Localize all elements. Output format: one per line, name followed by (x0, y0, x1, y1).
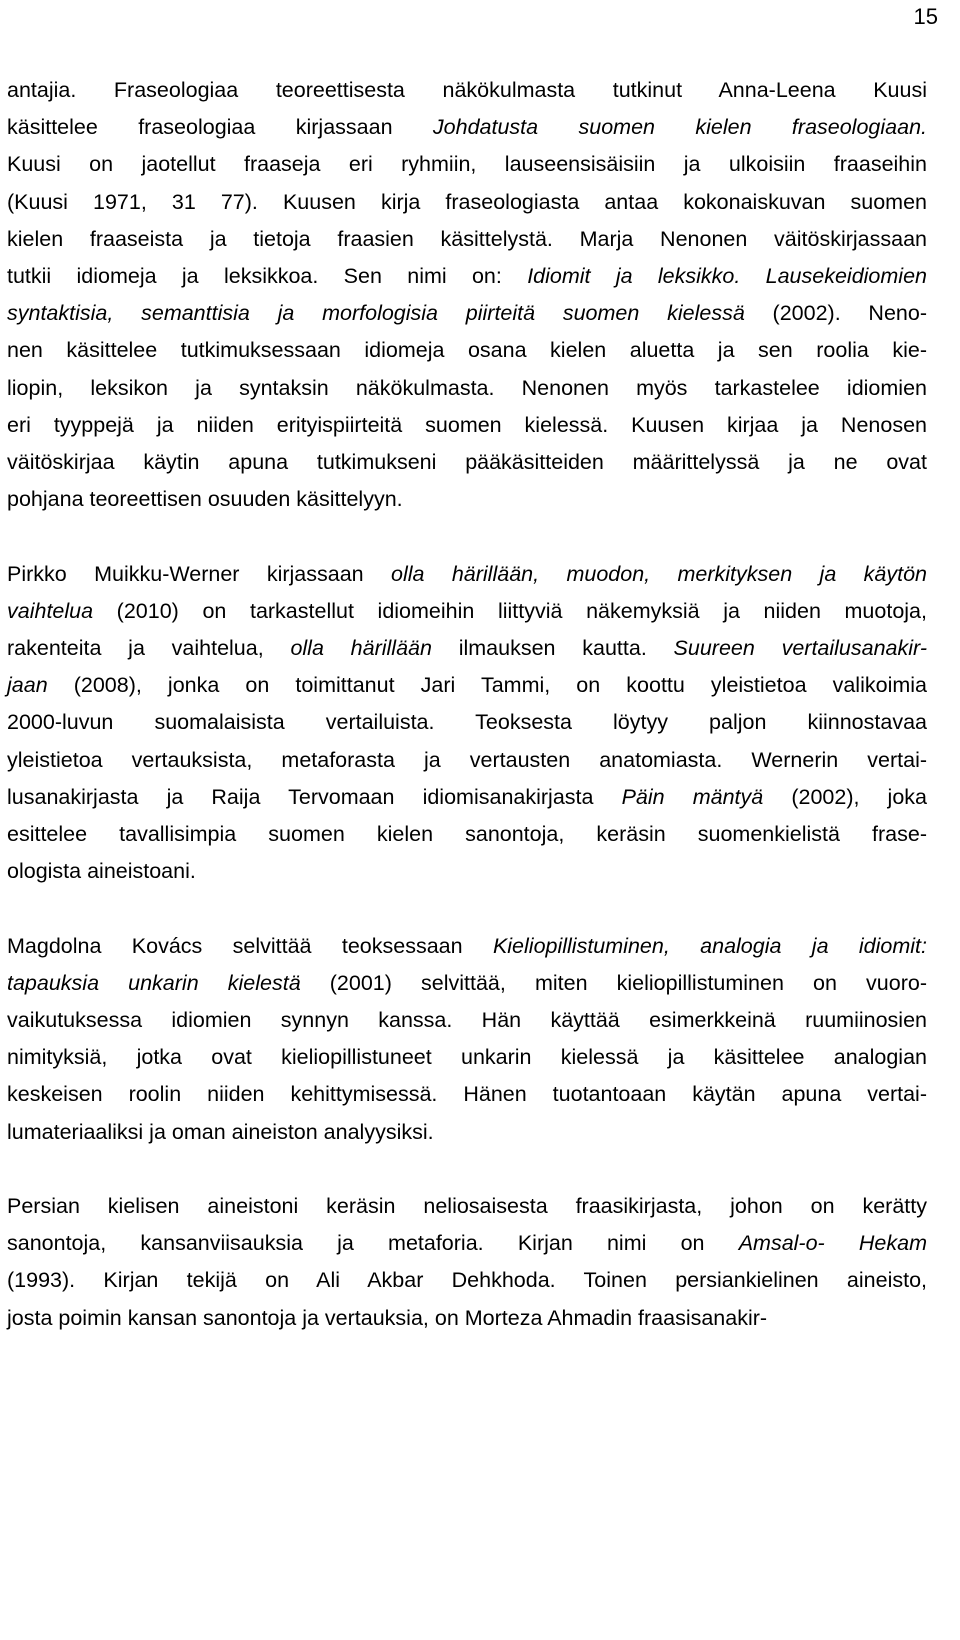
text-line (7, 370, 927, 407)
text-line (7, 965, 927, 1002)
text-line (7, 1039, 927, 1076)
text-segment: (2001) selvittää, miten kieliopillistuminen on vuoro- (300, 970, 927, 995)
text-line (7, 258, 927, 295)
paragraph (7, 928, 927, 1151)
italic-text: Johdatusta suomen kielen fraseologiaan. (432, 115, 927, 140)
text-segment: (2002), joka (763, 784, 927, 809)
text-segment: tutkii idiomeja ja leksikkoa. Sen nimi on: (7, 264, 528, 289)
italic-text: syntaktisia, semanttisia ja morfologisia piirteitä suomen kielessä (7, 301, 745, 326)
text-line (7, 481, 927, 518)
text-segment: josta poimin kansan sanontoja ja vertauksia, on Morteza Ahmadin fraasisanakir- (7, 1305, 768, 1330)
text-line (7, 72, 927, 109)
text-line (7, 295, 927, 332)
text-line (7, 444, 927, 481)
text-segment: Kuusi on jaotellut fraaseja eri ryhmiin, lauseensisäisiin ja ulkoisiin fraaseihin (7, 152, 927, 177)
text-line (7, 1076, 927, 1113)
italic-text: vaihtelua (7, 598, 94, 623)
text-segment: nimityksiä, jotka ovat kieliopillistuneet unkarin kielessä ja käsittelee analogian (7, 1045, 927, 1070)
text-line (7, 667, 927, 704)
text-line (7, 1114, 927, 1151)
text-segment: eri tyyppejä ja niiden erityispiirteitä suomen kielessä. Kuusen kirjaa ja Nenosen (7, 412, 927, 437)
text-segment: väitöskirjaa käytin apuna tutkimukseni pääkäsitteiden määrittelyssä ja ne ovat (7, 450, 927, 475)
text-line (7, 221, 927, 258)
italic-text: Idiomit ja leksikko. Lausekeidiomien (527, 264, 927, 289)
text-segment: sanontoja, kansanviisauksia ja metaforia. Kirjan nimi on (7, 1231, 739, 1256)
italic-text: tapauksia unkarin kielestä (7, 970, 301, 995)
text-segment: lumateriaaliksi ja oman aineiston analyysiksi. (7, 1119, 434, 1144)
text-line (7, 630, 927, 667)
text-line (7, 1188, 927, 1225)
paragraph (7, 556, 927, 891)
text-segment: antajia. Fraseologiaa teoreettisesta näkökulmasta tutkinut Anna-Leena Kuusi (7, 78, 927, 102)
text-line (7, 742, 927, 779)
text-line (7, 146, 927, 183)
text-line (7, 816, 927, 853)
text-line (7, 928, 927, 965)
text-line (7, 407, 927, 444)
text-segment: yleistietoa vertauksista, metaforasta ja vertausten anatomiasta. Wernerin vertai- (7, 747, 927, 772)
text-segment: keskeisen roolin niiden kehittymisessä. Hänen tuotantoaan käytän apuna vertai- (7, 1082, 927, 1107)
paragraph (7, 1188, 927, 1337)
italic-text: jaan (7, 673, 48, 698)
text-segment: Pirkko Muikku-Werner kirjassaan (7, 561, 391, 586)
text-segment: käsittelee fraseologiaa kirjassaan (7, 115, 433, 140)
text-segment: 2000-luvun suomalaisista vertailuista. Teoksesta löytyy paljon kiinnostavaa (7, 710, 927, 735)
text-segment: rakenteita ja vaihtelua, (7, 636, 291, 661)
text-segment: ologista aineistoani. (7, 859, 196, 884)
text-segment: (1993). Kirjan tekijä on Ali Akbar Dehkhoda. Toinen persiankielinen aineisto, (7, 1268, 927, 1293)
text-line (7, 1300, 927, 1337)
text-segment: (Kuusi 1971, 31 77). Kuusen kirja fraseologiasta antaa kokonaiskuvan suomen (7, 189, 927, 214)
text-segment: kielen fraaseista ja tietoja fraasien käsittelystä. Marja Nenonen väitöskirjassaan (7, 226, 927, 251)
text-segment: lusanakirjasta ja Raija Tervomaan idiomisanakirjasta (7, 784, 622, 809)
text-line (7, 556, 927, 593)
paragraph (7, 72, 927, 518)
text-line (7, 1262, 927, 1299)
text-line (7, 1002, 927, 1039)
text-segment: liopin, leksikon ja syntaksin näkökulmasta. Nenonen myös tarkastelee idiomien (7, 375, 927, 400)
text-line (7, 853, 927, 890)
italic-text: Suureen vertailusanakir- (673, 636, 927, 661)
text-segment: Persian kielisen aineistoni keräsin neliosaisesta fraasikirjasta, johon on kerätty (7, 1194, 927, 1219)
text-segment: vaikutuksessa idiomien synnyn kanssa. Hän käyttää esimerkkeinä ruumiinosien (7, 1008, 927, 1033)
italic-text: olla härillään, muodon, merkityksen ja käytön (391, 561, 927, 586)
text-line (7, 332, 927, 369)
page-number: 15 (913, 4, 938, 29)
text-segment: (2008), jonka on toimittanut Jari Tammi, on koottu yleistietoa valikoimia (47, 673, 927, 698)
text-line (7, 109, 927, 146)
text-line (7, 1225, 927, 1262)
text-segment: ilmauksen kautta. (431, 636, 674, 661)
text-segment: pohjana teoreettisen osuuden käsittelyyn. (7, 487, 403, 512)
text-line (7, 779, 927, 816)
text-segment: esittelee tavallisimpia suomen kielen sanontoja, keräsin suomenkielistä frase- (7, 822, 927, 847)
body-text (7, 72, 927, 1337)
text-segment: nen käsittelee tutkimuksessaan idiomeja osana kielen aluetta ja sen roolia kie- (7, 338, 927, 363)
italic-text: Päin mäntyä (621, 784, 764, 809)
text-line (7, 184, 927, 221)
text-line (7, 704, 927, 741)
text-segment: (2002). Neno- (744, 301, 927, 326)
italic-text: olla härillään (290, 636, 432, 661)
text-segment: Magdolna Kovács selvittää teoksessaan (7, 933, 493, 958)
italic-text: Kieliopillistuminen, analogia ja idiomit: (492, 933, 927, 958)
italic-text: Amsal-o- Hekam (738, 1231, 927, 1256)
text-line (7, 593, 927, 630)
text-segment: (2010) on tarkastellut idiomeihin liittyviä näkemyksiä ja niiden muotoja, (93, 598, 927, 623)
